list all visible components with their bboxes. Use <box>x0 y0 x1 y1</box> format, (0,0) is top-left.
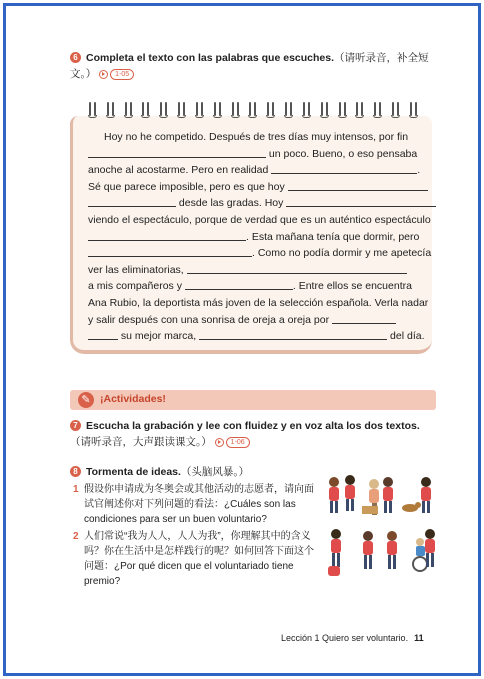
ring-icon <box>302 102 311 118</box>
blank-field[interactable] <box>88 195 176 207</box>
audio-button[interactable] <box>99 69 134 80</box>
story-line: . Como no podía dormir y me apetecía <box>88 245 421 262</box>
blank-field[interactable] <box>286 195 436 207</box>
story-line: Hoy no he competido. Después de tres días muy intensos, por fin <box>104 131 409 143</box>
volunteers-illustration <box>322 472 438 582</box>
blank-field[interactable] <box>185 278 293 290</box>
audio-button[interactable] <box>215 437 250 448</box>
question-list <box>70 482 320 591</box>
ring-icon <box>266 102 275 118</box>
story-line: a mis compañeros y . Entre ellos se encuentra <box>88 280 412 293</box>
ring-icon <box>195 102 204 118</box>
volunteer-figure <box>421 477 431 513</box>
blank-field[interactable] <box>187 262 407 274</box>
story-line: Ana Rubio, la deportista más joven de la selección española. Verla nadar <box>88 296 429 309</box>
ring-icon <box>248 102 257 118</box>
blank-field[interactable] <box>88 328 118 340</box>
volunteer-figure <box>383 477 393 513</box>
story-line: anoche al acostarme. Pero en realidad . <box>88 164 421 177</box>
ring-icon <box>338 102 347 118</box>
volunteer-figure <box>345 475 355 511</box>
exercise-title: Tormenta de ideas. <box>86 466 181 478</box>
wheelchair-icon <box>413 538 427 571</box>
story-line: viendo el espectáculo, porque de verdad que es un auténtico espectáculo <box>88 213 431 226</box>
page-number: 11 <box>414 633 424 643</box>
story-line: Sé que parece imposible, pero es que hoy <box>88 179 421 196</box>
story-line: ver las eliminatorias, <box>88 262 421 279</box>
fill-in-text <box>88 129 432 345</box>
exercise-number: 6 <box>70 52 81 63</box>
exercise-note: （头脑风暴。） <box>180 466 250 478</box>
volunteer-figure <box>387 531 397 569</box>
volunteer-figure <box>329 477 339 513</box>
spiral-binding <box>88 102 418 120</box>
play-icon <box>99 70 108 79</box>
volunteer-figure <box>425 529 435 567</box>
ring-icon <box>355 102 364 118</box>
ring-icon <box>141 102 150 118</box>
blank-field[interactable] <box>88 229 246 241</box>
activities-banner <box>70 390 436 410</box>
exercise-title: Escucha la grabación y lee con fluidez y en voz alta los dos textos. <box>86 420 420 432</box>
page-footer <box>281 633 424 643</box>
blank-field[interactable] <box>288 179 428 191</box>
ring-icon <box>231 102 240 118</box>
exercise-note: （请听录音，大声跟读课文。） <box>70 436 212 448</box>
audio-track: 1-05 <box>110 69 134 80</box>
bag-icon <box>328 566 340 576</box>
story-line: su mejor marca, del día. <box>88 328 421 345</box>
ring-icon <box>213 102 222 118</box>
volunteer-figure <box>331 529 341 567</box>
banner-title: ¡Actividades! <box>100 393 166 405</box>
ring-icon <box>409 102 418 118</box>
exercise-title: Completa el texto con las palabras que escuches. <box>86 52 335 64</box>
ring-icon <box>177 102 186 118</box>
play-icon <box>215 438 224 447</box>
blank-field[interactable] <box>332 312 396 324</box>
list-item: 1 假设你申请成为冬奥会或其他活动的志愿者，请向面试官阐述你对下列问题的看法：¿Cuáles son las condiciones para ser un buen voluntario? <box>73 484 314 525</box>
exercise-7 <box>70 418 440 450</box>
story-line: . Esta mañana tenía que dormir, pero <box>88 229 421 246</box>
blank-field[interactable] <box>88 146 266 158</box>
ring-icon <box>124 102 133 118</box>
ring-icon <box>320 102 329 118</box>
box-icon <box>362 506 378 514</box>
ring-icon <box>391 102 400 118</box>
lesson-title: Lección 1 Quiero ser voluntario. <box>281 633 409 643</box>
story-line: un poco. Bueno, o eso pensaba <box>88 146 421 163</box>
story-line: y salir después con una sonrisa de oreja a oreja por <box>88 312 421 329</box>
ring-icon <box>159 102 168 118</box>
story-line: desde las gradas. Hoy <box>88 195 421 212</box>
blank-field[interactable] <box>199 328 387 340</box>
blank-field[interactable] <box>271 162 417 174</box>
volunteer-figure <box>363 531 373 569</box>
ring-icon <box>106 102 115 118</box>
ring-icon <box>88 102 97 118</box>
exercise-number: 7 <box>70 420 81 431</box>
ring-icon <box>284 102 293 118</box>
ring-icon <box>373 102 382 118</box>
exercise-6 <box>70 50 440 82</box>
audio-track: 1-06 <box>226 437 250 448</box>
dog-icon <box>402 502 421 512</box>
exercise-note: （请听录音，补全短文。） <box>70 52 429 80</box>
list-item: 2 人们常说“我为人人，人人为我”，你理解其中的含义吗？你在生活中是怎样践行的呢？如何回答下面这个问题：¿Por qué dicen que el voluntariado tiene premio? <box>73 531 314 587</box>
blank-field[interactable] <box>88 245 252 257</box>
pen-icon: ✎ <box>78 392 94 408</box>
exercise-number: 8 <box>70 466 81 477</box>
